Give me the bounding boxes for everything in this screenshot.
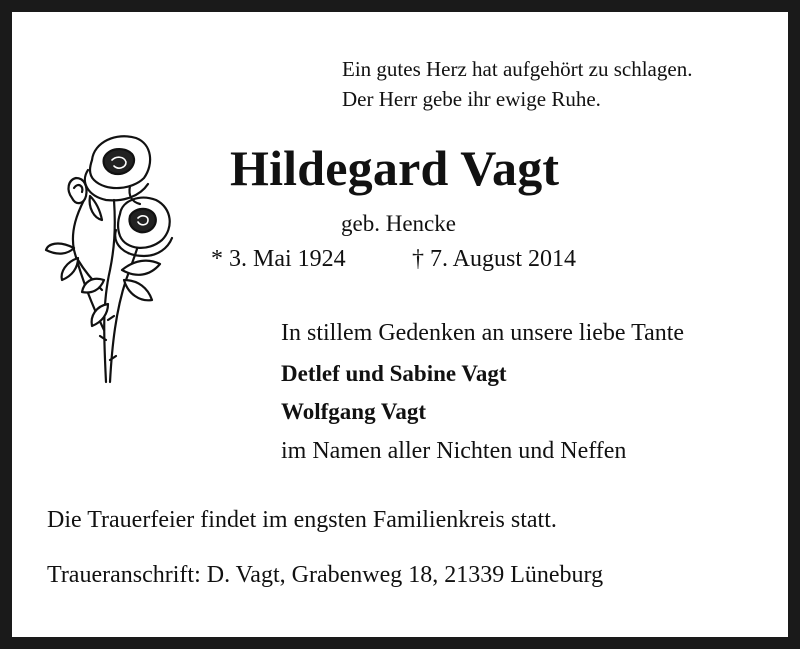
mourners-outro: im Namen aller Nichten und Neffen (281, 438, 627, 464)
verse-line-2: Der Herr gebe ihr ewige Ruhe. (342, 87, 601, 111)
death-date: † 7. August 2014 (412, 246, 577, 272)
mourning-address: Traueranschrift: D. Vagt, Grabenweg 18, 21339 Lüneburg (47, 562, 604, 588)
birth-name: geb. Hencke (341, 211, 456, 236)
birth-date: * 3. Mai 1924 (211, 246, 346, 272)
mourner-name: Wolfgang Vagt (281, 399, 427, 424)
deceased-name: Hildegard Vagt (230, 140, 560, 196)
verse-line-1: Ein gutes Herz hat aufgehört zu schlagen. (342, 57, 693, 81)
funeral-info: Die Trauerfeier findet im engsten Familienkreis statt. (47, 507, 557, 533)
mourner-name: Detlef und Sabine Vagt (281, 361, 507, 386)
roses-icon (44, 130, 178, 388)
mourners-intro: In stillem Gedenken an unsere liebe Tante (281, 320, 685, 346)
